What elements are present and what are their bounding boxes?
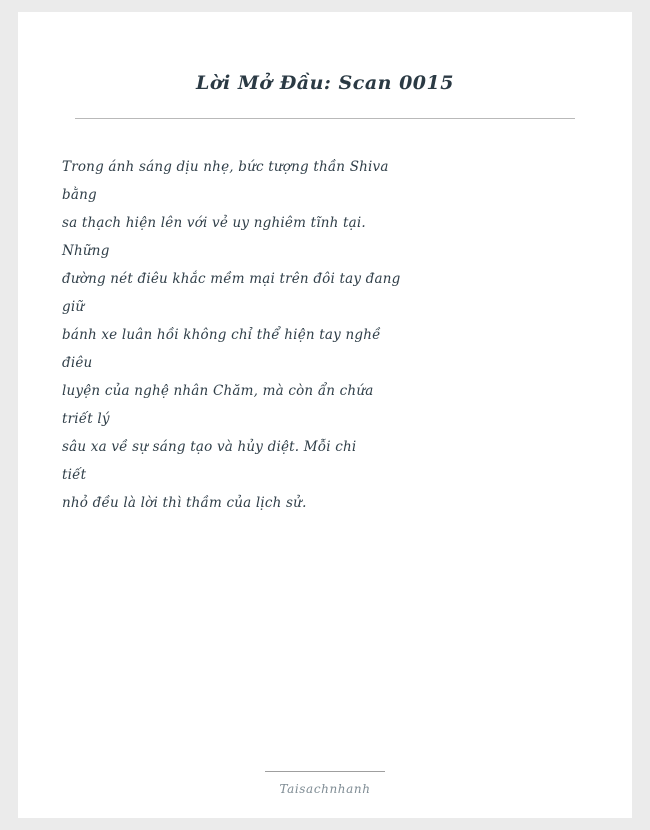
document-page [18,12,632,818]
page-footer [18,771,632,796]
body-line: Trong ánh sáng dịu nhẹ, bức tượng thần Shiva [62,159,389,175]
body-line: Những [62,243,110,259]
page-title: Lời Mở Đầu: Scan 0015 [196,72,454,94]
body-line: nhỏ đều là lời thì thầm của lịch sử. [62,495,307,511]
body-line: luyện của nghệ nhân Chăm, mà còn ẩn chứa [62,383,374,399]
body-line: điêu [62,355,93,371]
body-line: giữ [62,299,85,315]
body-line: sa thạch hiện lên với vẻ uy nghiêm tĩnh tại. [62,215,366,231]
body-line: bánh xe luân hồi không chỉ thể hiện tay nghề [62,327,381,343]
body-line: tiết [62,467,87,483]
body-line: bằng [62,187,97,203]
footer-divider [265,771,385,772]
body-line: đường nét điêu khắc mềm mại trên đôi tay đang [62,271,401,287]
document-body [18,119,632,517]
footer-watermark: Taisachnhanh [279,782,371,796]
body-line: triết lý [62,411,110,427]
body-line: sâu xa về sự sáng tạo và hủy diệt. Mỗi chi [62,439,357,455]
